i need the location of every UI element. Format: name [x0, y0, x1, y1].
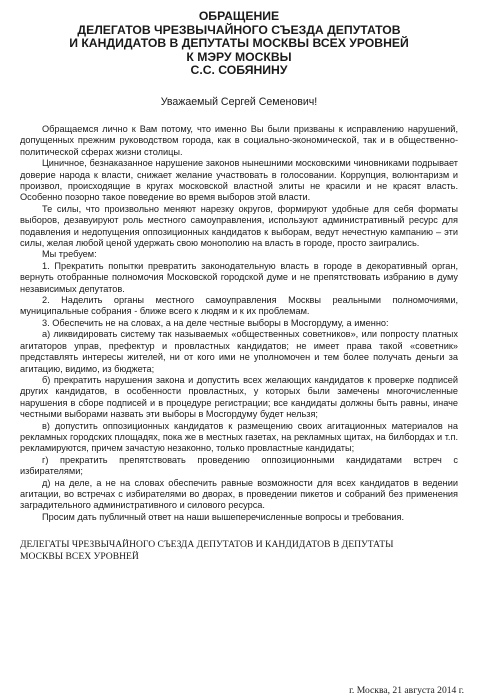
title-line: С.С. СОБЯНИНУ — [190, 63, 288, 78]
paragraph: Обращаемся лично к Вам потому, что именно Вы были призваны к исправлению нарушений, допущенных прежним руководством города, как в социально-экономической, так и в общественно-политической сферах жизни столицы. — [20, 123, 458, 157]
paragraph: в) допустить оппозиционных кандидатов к размещению своих агитационных материалов на рекламных городских площадях, пока же в местных газетах, на рекламных щитах, на билбордах и т.п. рекламируются, причем зачастую незаконно, только провластные кандидаты; — [20, 420, 458, 454]
paragraph: Просим дать публичный ответ на наши вышеперечисленные вопросы и требования. — [42, 511, 405, 522]
paragraph: б) прекратить нарушения закона и допустить всех желающих кандидатов к проверке подписей других кандидатов, в особенности провластных, у которых были замечены многочисленные нарушения в сборе подписей и в процедуре регистрации; все кандидаты должны быть равны, иначе честными выборами назвать эти выборы в Мосгордуму будет нельзя; — [20, 374, 458, 420]
paragraph: Те силы, что произвольно меняют нарезку округов, формируют удобные для себя форматы выборов, дезавуируют роль местного самоуправления, используют административный ресурс для подавления и недопущения оппозиционных кандидатов к выборам, ведут нечестную кампанию – эти силы, желая любой ценой удержать свою монополию на власть в городе, просто заигрались. — [20, 203, 458, 249]
paragraph: 1. Прекратить попытки превратить законодательную власть в городе в декоративный орган, вернуть отобранные полномочия Московской городской думе и не препятствовать избранию в думу независимых депутатов. — [20, 260, 458, 294]
paragraph: д) на деле, а не на словах обеспечить равные возможности для всех кандидатов в ведении агитации, во встречах с избирателями во дворах, в проведении пикетов и собраний без применения заградительного административного и силового ресурса. — [20, 477, 458, 511]
title-line: И КАНДИДАТОВ В ДЕПУТАТЫ МОСКВЫ ВСЕХ УРОВНЕЙ — [69, 36, 409, 51]
document-body — [20, 124, 458, 523]
title-line: ОБРАЩЕНИЕ — [198, 9, 280, 23]
signature-line: ДЕЛЕГАТЫ ЧРЕЗВЫЧАЙНОГО СЪЕЗДА ДЕПУТАТОВ И КАНДИДАТОВ В ДЕПУТАТЫ — [20, 539, 394, 551]
signature-block — [20, 539, 458, 563]
document-title — [20, 10, 458, 78]
signature-line: МОСКВЫ ВСЕХ УРОВНЕЙ — [20, 551, 139, 563]
paragraph: 3. Обеспечить не на словах, а на деле честные выборы в Мосгордуму, а именно: — [42, 317, 389, 328]
date-place: г. Москва, 21 августа 2014 г. — [349, 685, 464, 696]
paragraph: 2. Наделить органы местного самоуправления Москвы реальными полномочиями, муниципальные собрания - ближе всего к людям и к их проблемам. — [20, 295, 458, 317]
title-line: К МЭРУ МОСКВЫ — [186, 49, 292, 64]
paragraph: Мы требуем: — [42, 249, 97, 260]
title-line: ДЕЛЕГАТОВ ЧРЕЗВЫЧАЙНОГО СЪЕЗДА ДЕПУТАТОВ — [77, 22, 401, 37]
paragraph: Циничное, безнаказанное нарушение законов нынешними московскими чиновниками подрывает доверие народа к власти, снижает желание участвовать в голосовании. Коррупция, волюнтаризм и произвол, происходящие в кругах московской властной элиты не красили и не красят власть. Особенно позорно такое поведение во время выборов этой власти. — [20, 158, 458, 203]
paragraph: г) прекратить препятствовать проведению оппозиционными кандидатами встреч с избирателями; — [20, 454, 458, 477]
paragraph: а) ликвидировать систему так называемых «общественных советников», или попросту платных агитаторов управ, префектур и провластных кандидатов; не имеет права такой «советник» представлять интересы жителей, ни от кого ими не уполномочен и тем более получать деньги за агитацию, видимо, из бюджета; — [20, 329, 458, 374]
salutation: Уважаемый Сергей Семенович! — [160, 95, 318, 108]
